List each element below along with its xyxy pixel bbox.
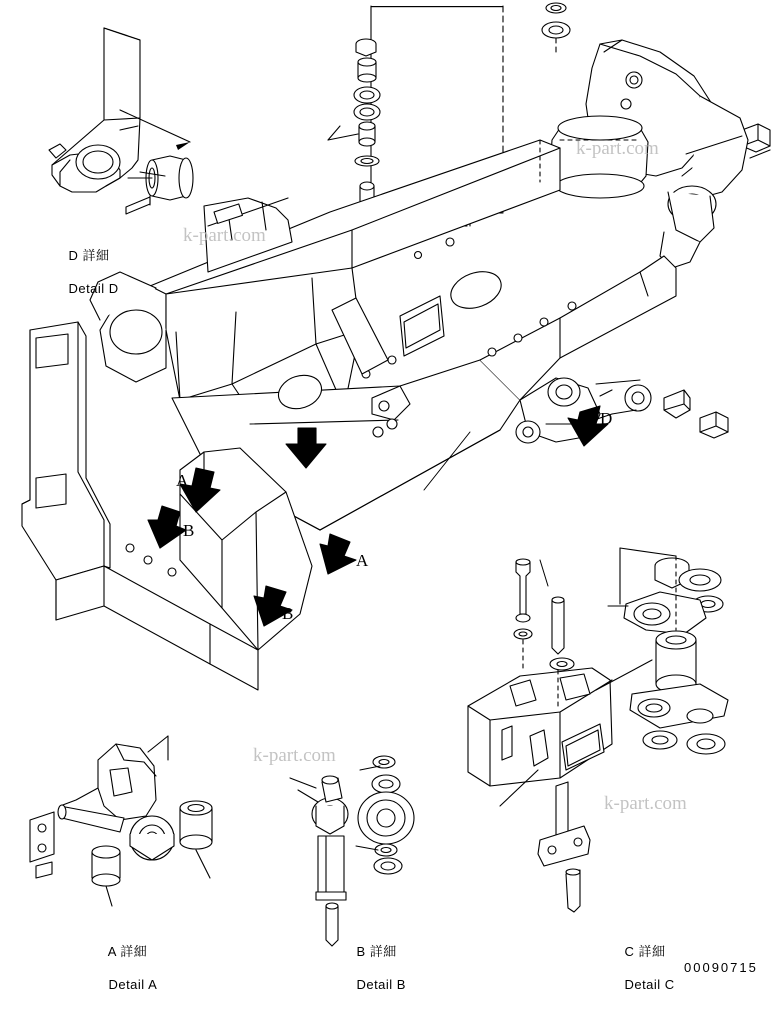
detail-a-caption-jp: A 詳細 (107, 944, 148, 960)
watermark: k-part.com (604, 793, 687, 814)
watermark: k-part.com (253, 745, 336, 766)
watermark: k-part.com (576, 138, 659, 159)
detail-c-caption (608, 928, 675, 1009)
callout-letter-d: D (600, 409, 613, 428)
detail-a-caption-en: Detail A (108, 976, 158, 992)
detail-a-assembly (30, 736, 212, 906)
detail-c-assembly (468, 548, 728, 912)
detail-d-caption (52, 232, 119, 313)
watermark: k-part.com (183, 225, 266, 246)
callout-letter-b-2: B (282, 604, 294, 623)
detail-d-caption-jp: D 詳細 (68, 248, 110, 264)
callout-letter-b-1: B (183, 521, 195, 540)
detail-b-caption (340, 928, 406, 1009)
detail-c-caption-jp: C 詳細 (624, 944, 666, 960)
detail-b-caption-en: Detail B (356, 976, 406, 992)
detail-b-assembly (290, 756, 414, 946)
callout-letter-a-2: A (356, 551, 369, 570)
detail-d-assembly (49, 28, 193, 214)
detail-c-caption-en: Detail C (624, 976, 675, 992)
detail-d-caption-en: Detail D (68, 280, 119, 296)
drawing-number: 00090715 (684, 960, 758, 975)
detail-a-caption (92, 928, 157, 1009)
top-pin-group-right (542, 3, 570, 56)
callout-letter-a-1: A (176, 471, 189, 490)
detail-b-caption-jp: B 詳細 (356, 944, 397, 960)
